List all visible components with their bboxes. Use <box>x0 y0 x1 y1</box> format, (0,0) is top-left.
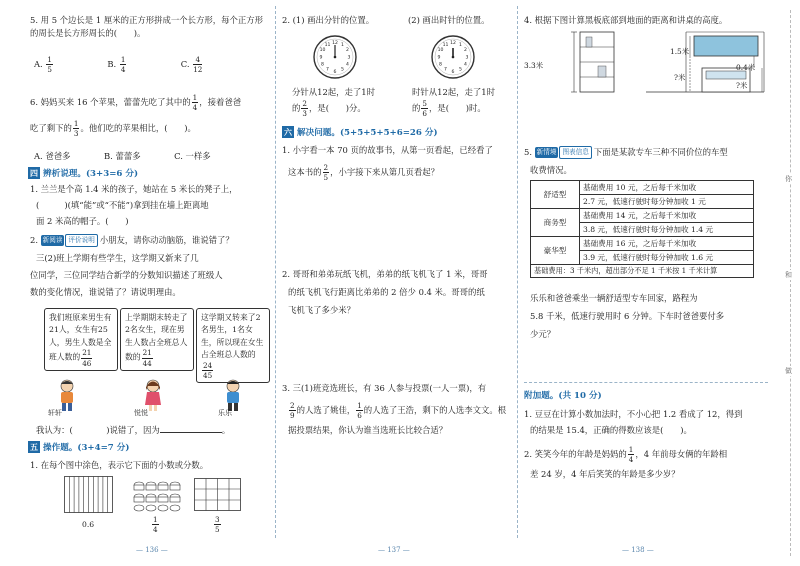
dimension-label: 0.4米 <box>736 63 756 72</box>
question-5-right: 5. 新情境 图表信息 下面是某款专车三种不同价位的车型 <box>524 147 728 157</box>
svg-text:7: 7 <box>326 67 329 73</box>
s6-q1: 1. 小宇看一本 70 页的故事书，从第一页看起，已经看了 <box>282 145 493 155</box>
q5-options: A. $\frac{1}{5}$ B. $\frac{1}{4}$ C. $\frac{4}{12}$ <box>34 55 203 75</box>
page-number: — 137 — <box>378 546 410 555</box>
svg-text:7: 7 <box>444 67 447 73</box>
svg-text:4: 4 <box>464 62 467 68</box>
kid-name: 悦悦 <box>134 409 148 417</box>
q6-options: A. 爸爸多 B. 蕾蕾多 C. 一样多 <box>34 151 211 161</box>
svg-text:10: 10 <box>437 48 444 53</box>
svg-text:5: 5 <box>341 67 344 73</box>
column-divider <box>517 6 518 538</box>
svg-text:3: 3 <box>465 55 469 61</box>
decimal-bars-figure[interactable] <box>64 476 114 514</box>
boy-illustration <box>56 378 78 412</box>
s6-q2: 2. 哥哥和弟弟玩纸飞机，弟弟的纸飞机飞了 1 米，哥哥 <box>282 269 488 279</box>
table-row: 豪华型 基础费用 16 元，之后每千米加收 <box>531 237 754 251</box>
clock-face[interactable] <box>312 34 358 80</box>
table-row: 舒适型 基础费用 10 元，之后每千米加收 <box>531 181 754 195</box>
section-divider <box>524 382 768 383</box>
boy-illustration <box>222 378 244 412</box>
question-6-line2: 吃了剩下的 $\frac{1}{3}$ 。他们吃的苹果相比，( )。 <box>30 119 196 139</box>
table-row: 3.8 元，低速行驶时每分钟加收 1.4 元 <box>531 223 754 237</box>
figure-label: $\frac{3}{5}$ <box>215 515 220 535</box>
section-5-heading: 五 操作题。(3+4=7 分) <box>30 442 130 453</box>
s4-q2: 2. 新阅读 评价说明 小朋友，请你动动脑筋，谁说错了？ <box>30 235 234 245</box>
svg-text:2: 2 <box>346 48 349 53</box>
svg-text:3: 3 <box>347 55 351 61</box>
cakes-figure[interactable] <box>132 478 184 514</box>
svg-text:11: 11 <box>324 43 331 48</box>
table-row: 2.7 元，低速行驶时每分钟加收 1 元 <box>531 195 754 209</box>
girl-illustration <box>142 378 164 412</box>
kid-name: 轩轩 <box>48 409 62 417</box>
svg-text:9: 9 <box>437 55 441 61</box>
dimension-label: 3.3米 <box>524 61 544 70</box>
page-number: — 138 — <box>622 546 654 555</box>
bonus-heading: 附加题。(共 10 分) <box>524 391 602 401</box>
speech-bubble: 我们班原来男生有21人，女生有25人，男生人数是全班人数的 $\frac{21}{46}$ <box>44 308 118 371</box>
question-6: 6. 妈妈买来 16 个苹果，蕾蕾先吃了其中的 $\frac{1}{4}$ ，接着爸爸 <box>30 93 242 113</box>
svg-text:11: 11 <box>442 43 449 48</box>
clock-face[interactable] <box>430 34 476 80</box>
svg-text:5: 5 <box>459 67 462 73</box>
middle-column: 2. (1) 画出分针的位置。 (2) 画出时针的位置。 12 1 2 3 4 5 6 7 8 9 10 11 12 1 2 3 4 5 6 7 8 9 10 11 分针从12起，走了1时 的 $\frac{2}{3}$ ，是( )分。 时针从12起，走了1时 的 $\frac{5}{6}$ ，是( )时。 六 解决问题。(5+5+5+5+6=26 分) 1. 小宇看一本 70 页的故事书，从第一页看起，已经看了 这本书的 $\frac{2}{5}$ ，小宇接下来从第几页看起？ 2. 哥哥和弟弟玩纸飞机，弟弟的纸飞机飞了 1 米，哥哥 的纸飞机飞行距离比弟弟的 2 倍少 0.4 米。哥哥的纸 飞机飞了多少米？ 3. 三(1)班竞选班长，有 36 人参与投票(一人一票)，有 $\frac{2}{9}$ 的人选了姚佳， $\frac{1}{6}$ 的人选了王浩，剩下的人选李文文。根 据投票结果，你认为谁当选班长比较合适？ — 137 — <box>282 15 507 555</box>
clock2-text: 时针从12起，走了1时 <box>412 87 495 97</box>
question-5b: 乐乐和爸爸乘坐一辆舒适型专车回家，路程为 <box>530 293 698 303</box>
svg-text:9: 9 <box>319 55 323 61</box>
kid-name: 乐乐 <box>218 409 232 417</box>
figure-label: 0.6 <box>82 520 95 529</box>
page-number: — 136 — <box>136 546 168 555</box>
speech-bubble: 上学期期末转走了2名女生，现在男生人数占全班总人数的 $\frac{21}{44}$ <box>120 308 194 371</box>
fraction: $\frac{1}{4}$ <box>120 55 126 75</box>
svg-text:6: 6 <box>333 70 337 75</box>
svg-text:10: 10 <box>319 48 326 53</box>
figure-label: $\frac{1}{4}$ <box>153 515 158 535</box>
svg-text:4: 4 <box>346 62 349 68</box>
svg-text:1: 1 <box>459 43 462 48</box>
fraction: $\frac{1}{5}$ <box>47 55 52 75</box>
left-column: 5. 用 5 个边长是 1 厘米的正方形拼成一个长方形，每个正方形的周长是长方形周长的( )。 A. $\frac{1}{5}$ B. $\frac{1}{4}$ C. $\frac{4}{12}$ 6. 妈妈买来 16 个苹果，蕾蕾先吃了其中的 $\frac{1}{4}$ ，接着爸爸 吃了剩下的 $\frac{1}{3}$ 。他们吃的苹果相比，( )。 A. 爸爸多 B. 蕾蕾多 C. 一样多 四 辨析说理。(3+3=6 分) 1. 兰兰是个高 1.4 米的孩子，她站在 5 米长的凳子上， ( )(填“能”或“不能”)拿到挂在墙上距离地 面 2 米高的帽子。( ) 2. 新阅读 评价说明 小朋友，请你动动脑筋，谁说错了？ 三(2)班上学期有些学生，这学期又新来了几 位同学，三位同学结合新学的分数知识描述了班级人 数的变化情况，谁说错了？请说明理由。 我们班原来男生有21人，女生有25人，男生人数是全班人数的 $\frac{21}{46}$ 上学期期末转走了2名女生，现在男生人数占全班总人数的 $\frac{21}{44}$ 这学期又转来了2名男生，1名女生，所以现在女生占全班总人数的 $\frac{24}{45}$ 轩轩 悦悦 乐乐 我认为：( )说错了，因为 。 五 操作题。(3+4=7 分) 1. 在每个图中涂色，表示它下面的小数或分数。 0.6 $\frac{1}{4}$ $\frac{3}{5}$ — 136 — <box>30 0 268 566</box>
section-6-heading: 六 解决问题。(5+5+5+5+6=26 分) <box>284 127 438 138</box>
dimension-label: ?米 <box>736 81 748 90</box>
question-5: 5. 用 5 个边长是 1 厘米的正方形拼成一个长方形，每个正方形的周长是长方形周长的( )。 <box>30 15 263 39</box>
grid-figure[interactable] <box>194 478 242 512</box>
svg-text:12: 12 <box>450 41 456 46</box>
speech-bubble: 这学期又转来了2名男生，1名女生，所以现在女生占全班总人数的 $\frac{24}{45}$ <box>196 308 270 383</box>
clock1-text: 分针从12起，走了1时 <box>292 87 375 97</box>
table-row: 商务型 基础费用 14 元，之后每千米加收 <box>531 209 754 223</box>
question-4: 4. 根据下图计算黑板底部到地面的距离和讲桌的高度。 <box>524 15 728 25</box>
binding-margin: 你 和 做 <box>781 0 800 566</box>
svg-text:8: 8 <box>321 62 324 68</box>
column-divider <box>275 6 276 538</box>
svg-text:2: 2 <box>464 48 467 53</box>
bonus-q1: 1. 豆豆在计算小数加法时，不小心把 1.2 看成了 12，得到 <box>524 409 743 419</box>
fare-table <box>530 180 754 278</box>
table-row: 基础费用：3 千米内，超出部分不足 1 千米按 1 千米计算 <box>531 265 754 278</box>
right-column: 4. 根据下图计算黑板底部到地面的距离和讲桌的高度。 3.3米 1.5米 ?米 0.4米 ?米 5. 新情境 图表信息 下面是某款专车三种不同价位的车型 收费情况。 舒适型 基础费用 10 元，之后每千米加收 2.7 元，低速行驶时每分钟加收 1 元 商务型 基础费用 14 元，之后每千米加收 3.8 元，低速行驶时每分钟加收 1.4 元 豪华型 基础费用 16 元，之后每千米加收 3.9 元，低速行驶时每分钟加收 1.6 元 基础费用：3 千米内，超出部分不足 1 千米按 1 千米计算 乐乐和爸爸乘坐一辆舒适型专车回家，路程为 5.8 千米，低速行驶用时 6 分钟。下车时爸爸要付多 少元？ 附加题。(共 10 分) 1. 豆豆在计算小数加法时，不小心把 1.2 看成了 12，得到 的结果是 15.4，正确的得数应该是( )。 2. 笑笑今年的年龄是妈妈的 $\frac{1}{4}$ ，4 年前母女俩的年龄相 差 24 岁，4 年后笑笑的年龄是多少岁？ — 138 — <box>524 0 770 566</box>
svg-text:6: 6 <box>451 70 455 75</box>
table-row: 3.9 元，低速行驶时每分钟加收 1.6 元 <box>531 251 754 265</box>
dimension-label: ?米 <box>674 73 686 82</box>
dimension-label: 1.5米 <box>670 47 690 56</box>
s5-q1: 1. 在每个图中涂色，表示它下面的小数或分数。 <box>30 460 209 470</box>
svg-text:8: 8 <box>439 62 442 68</box>
s6-q3: 3. 三(1)班竞选班长，有 36 人参与投票(一人一票)，有 <box>282 383 487 393</box>
fraction: $\frac{4}{12}$ <box>193 55 203 75</box>
classroom-diagram <box>546 30 766 94</box>
answer-line: 我认为：( )说错了，因为 。 <box>36 425 231 435</box>
s4-q1: 1. 兰兰是个高 1.4 米的孩子，她站在 5 米长的凳子上， <box>30 184 238 194</box>
bonus-q2: 2. 笑笑今年的年龄是妈妈的 $\frac{1}{4}$ ，4 年前母女俩的年龄相 <box>524 445 728 465</box>
s5-q2: 2. (1) 画出分针的位置。 <box>282 15 375 25</box>
svg-text:1: 1 <box>341 43 344 48</box>
section-4-heading: 四 辨析说理。(3+3=6 分) <box>30 168 139 179</box>
svg-text:12: 12 <box>332 41 338 46</box>
